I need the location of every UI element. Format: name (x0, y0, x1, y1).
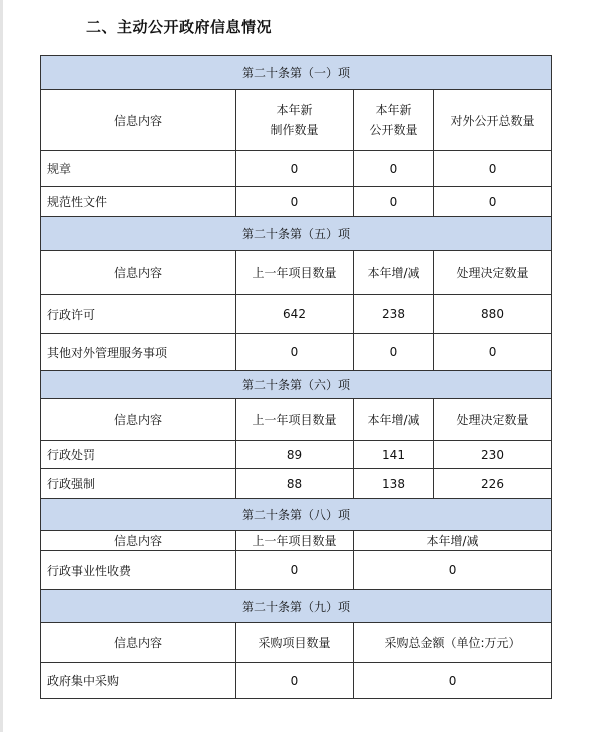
row-value: 0 (434, 334, 552, 371)
header-total-published: 对外公开总数量 (434, 90, 552, 151)
column-header-row (41, 531, 552, 551)
section-title: 第二十条第（八）项 (41, 499, 552, 531)
section-header-row (41, 590, 552, 623)
header-prev-year-count: 上一年项目数量 (236, 531, 354, 551)
table-row (41, 663, 552, 699)
row-label: 政府集中采购 (41, 663, 236, 699)
table-row (41, 334, 552, 371)
row-value: 0 (354, 187, 434, 217)
row-value: 141 (354, 441, 434, 469)
table-row (41, 441, 552, 469)
header-prev-year-count: 上一年项目数量 (236, 251, 354, 295)
row-value: 642 (236, 295, 354, 334)
header-change: 本年增/减 (354, 399, 434, 441)
header-change: 本年增/减 (354, 531, 552, 551)
header-new-created: 本年新 制作数量 (236, 90, 354, 151)
row-value: 230 (434, 441, 552, 469)
section-header-row (41, 217, 552, 251)
header-decision-count: 处理决定数量 (434, 251, 552, 295)
column-header-row (41, 90, 552, 151)
row-value: 0 (236, 151, 354, 187)
row-value: 138 (354, 469, 434, 499)
section-header-row (41, 499, 552, 531)
table-row (41, 187, 552, 217)
row-value: 0 (236, 334, 354, 371)
row-value: 0 (236, 663, 354, 699)
row-label: 行政事业性收费 (41, 551, 236, 590)
section-title: 第二十条第（六）项 (41, 371, 552, 399)
row-value: 226 (434, 469, 552, 499)
header-decision-count: 处理决定数量 (434, 399, 552, 441)
row-value: 88 (236, 469, 354, 499)
row-label: 规章 (41, 151, 236, 187)
table-row (41, 151, 552, 187)
row-value: 0 (236, 187, 354, 217)
row-value: 880 (434, 295, 552, 334)
left-edge-rule (0, 0, 3, 732)
row-value: 89 (236, 441, 354, 469)
column-header-row (41, 623, 552, 663)
row-value: 0 (354, 663, 552, 699)
row-value: 238 (354, 295, 434, 334)
row-value: 0 (354, 334, 434, 371)
header-change: 本年增/减 (354, 251, 434, 295)
section-title: 第二十条第（九）项 (41, 590, 552, 623)
table-row (41, 469, 552, 499)
header-info-content: 信息内容 (41, 531, 236, 551)
table-row (41, 551, 552, 590)
header-info-content: 信息内容 (41, 399, 236, 441)
table-row (41, 295, 552, 334)
section-title: 第二十条第（一）项 (41, 56, 552, 90)
column-header-row (41, 251, 552, 295)
info-disclosure-table (40, 55, 552, 699)
row-value: 0 (354, 151, 434, 187)
row-label: 行政许可 (41, 295, 236, 334)
section-title: 第二十条第（五）项 (41, 217, 552, 251)
header-prev-year-count: 上一年项目数量 (236, 399, 354, 441)
header-info-content: 信息内容 (41, 90, 236, 151)
header-purchase-amount: 采购总金额（单位:万元） (354, 623, 552, 663)
header-new-published: 本年新 公开数量 (354, 90, 434, 151)
row-value: 0 (434, 187, 552, 217)
column-header-row (41, 399, 552, 441)
row-value: 0 (354, 551, 552, 590)
row-value: 0 (434, 151, 552, 187)
header-info-content: 信息内容 (41, 251, 236, 295)
page-title: 二、主动公开政府信息情况 (86, 18, 273, 36)
row-value: 0 (236, 551, 354, 590)
header-info-content: 信息内容 (41, 623, 236, 663)
section-header-row (41, 371, 552, 399)
header-purchase-count: 采购项目数量 (236, 623, 354, 663)
row-label: 行政强制 (41, 469, 236, 499)
row-label: 规范性文件 (41, 187, 236, 217)
row-label: 其他对外管理服务事项 (41, 334, 236, 371)
row-label: 行政处罚 (41, 441, 236, 469)
section-header-row (41, 56, 552, 90)
